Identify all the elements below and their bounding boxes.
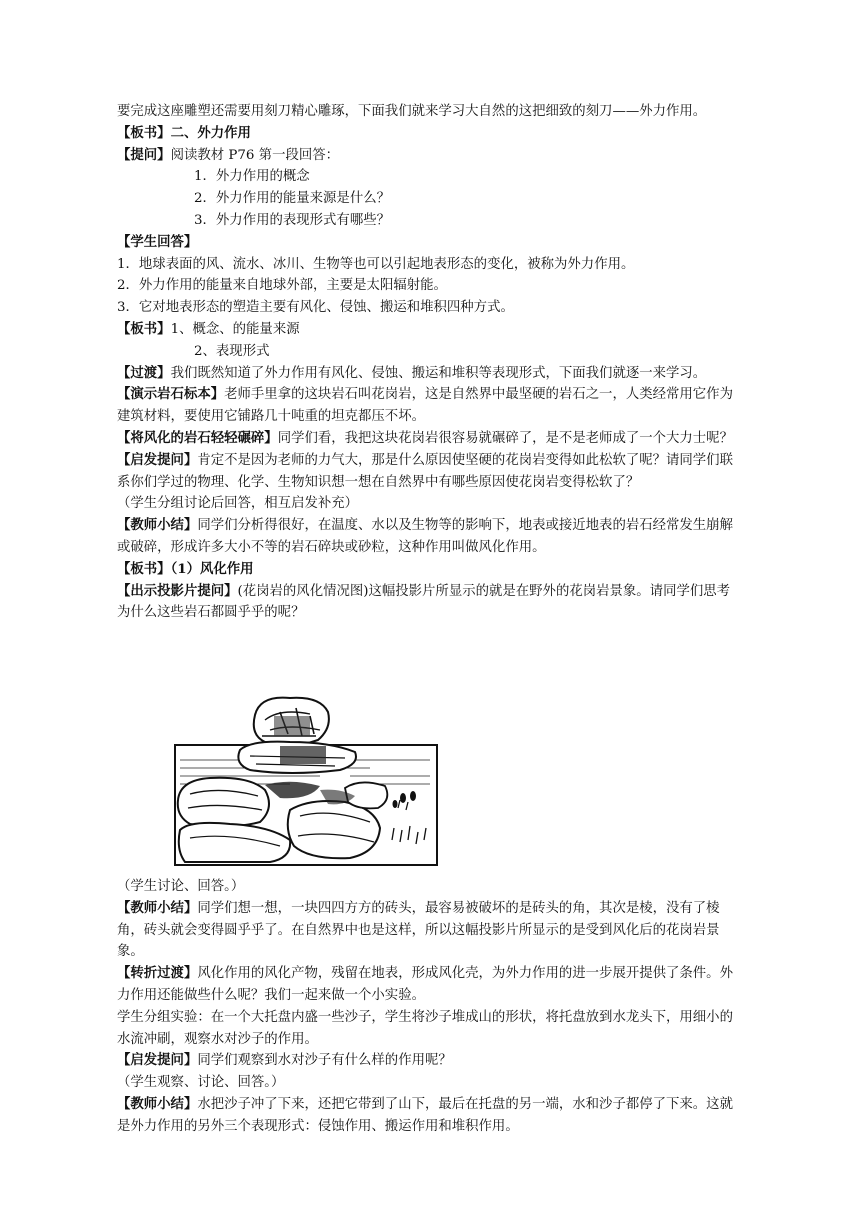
text-section-2 bbox=[117, 876, 743, 1138]
paragraph: （学生分组讨论后回答，相互启发补充） bbox=[117, 496, 359, 512]
paragraph bbox=[117, 559, 743, 581]
text-section-1 bbox=[117, 101, 743, 624]
paragraph: （学生讨论、回答。） bbox=[117, 879, 245, 894]
paragraph: 1．地球表面的风、流水、冰川、生物等也可以引起地表形态的变化，被称为外力作用。 bbox=[117, 256, 635, 272]
section-tag: 【出示投影片提问】 bbox=[117, 582, 238, 599]
paragraph bbox=[117, 581, 743, 625]
section-tag: 【教师小结】 bbox=[117, 517, 198, 534]
paragraph bbox=[117, 963, 743, 1007]
section-tag: 【板书】 bbox=[117, 124, 171, 141]
section-tag: 【提问】 bbox=[117, 146, 171, 163]
list-item: 2、表现形式 bbox=[194, 343, 270, 359]
list-item: 2．外力作用的能量来源是什么？ bbox=[194, 191, 390, 207]
paragraph bbox=[117, 363, 743, 385]
section-tag: 【学生回答】 bbox=[117, 233, 198, 250]
paragraph bbox=[117, 428, 743, 450]
paragraph-text: 肯定不是因为老师的力气大，那是什么原因使坚硬的花岗岩变得如此松软了呢？请同学们联系你们学过的物理、化学、生物知识想一想在自然界中有哪些原因使花岗岩变得松软了？ bbox=[117, 452, 733, 490]
paragraph-text: 老师手里拿的这块岩石叫花岗岩，这是自然界中最坚硬的岩石之一，人类经常用它作为建筑材料，要使用它铺路几十吨重的坦克都压不坏。 bbox=[117, 387, 733, 425]
paragraph bbox=[117, 1050, 743, 1072]
paragraph-text: 水把沙子冲了下来，还把它带到了山下，最后在托盘的另一端，水和沙子都停了下来。这就是外力作用的另外三个表现形式：侵蚀作用、搬运作用和堆积作用。 bbox=[117, 1096, 733, 1134]
section-tag: 【板书】 bbox=[117, 560, 171, 577]
paragraph-text: 同学们想一想，一块四四方方的砖头，最容易被破坏的是砖头的角，其次是棱，没有了棱角，砖头就会变得圆乎乎了。在自然界中也是这样，所以这幅投影片所显示的是受到风化后的花岗岩景象。 bbox=[117, 900, 720, 960]
paragraph: （学生观察、讨论、回答。） bbox=[117, 1075, 285, 1091]
paragraph-text: 同学们观察到水对沙子有什么样的作用呢？ bbox=[197, 1053, 452, 1069]
paragraph: 2．外力作用的能量来自地球外部，主要是太阳辐射能。 bbox=[117, 278, 447, 294]
paragraph bbox=[117, 1094, 743, 1138]
paragraph-text: 我们既然知道了外力作用有风化、侵蚀、搬运和堆积等表现形式，下面我们就逐一来学习。 bbox=[170, 365, 707, 381]
paragraph bbox=[117, 145, 743, 167]
list-item: 3．外力作用的表现形式有哪些？ bbox=[194, 212, 390, 228]
paragraph bbox=[117, 319, 743, 341]
section-tag: 【过渡】 bbox=[117, 364, 171, 381]
paragraph bbox=[117, 515, 743, 559]
section-tag: 【启发提问】 bbox=[117, 1052, 198, 1069]
paragraph bbox=[117, 384, 743, 428]
granite-weathering-figure bbox=[170, 690, 440, 870]
section-tag: 【教师小结】 bbox=[117, 1095, 198, 1112]
paragraph-text: （1）风化作用 bbox=[170, 560, 254, 577]
section-tag: 【转折过渡】 bbox=[117, 965, 198, 982]
paragraph bbox=[117, 898, 743, 963]
paragraph-text: 风化作用的风化产物，残留在地表，形成风化壳，为外力作用的进一步展开提供了条件。外力作用还能做些什么呢？我们一起来做一个小实验。 bbox=[117, 966, 733, 1003]
paragraph-text: (花岗岩的风化情况图)这幅投影片所显示的就是在野外的花岗岩景象。请同学们思考为什么这些岩石都圆乎乎的呢？ bbox=[117, 583, 731, 621]
paragraph-text: 阅读教材 P76 第一段回答： bbox=[170, 147, 340, 163]
paragraph-text: 同学们分析得很好，在温度、水以及生物等的影响下，地表或接近地表的岩石经常发生崩解或破碎，形成许多大小不等的岩石碎块或砂粒，这种作用叫做风化作用。 bbox=[117, 518, 733, 555]
paragraph bbox=[117, 123, 743, 145]
section-tag: 【启发提问】 bbox=[117, 451, 198, 468]
list-item: 1．外力作用的概念 bbox=[194, 169, 310, 185]
paragraph-text: 同学们看，我把这块花岗岩很容易就碾碎了，是不是老师成了一个大力士呢？ bbox=[277, 430, 733, 446]
paragraph bbox=[117, 232, 743, 254]
section-tag: 【演示岩石标本】 bbox=[117, 386, 225, 403]
paragraph-text: 二、外力作用 bbox=[170, 124, 251, 141]
section-tag: 【板书】 bbox=[117, 320, 171, 337]
granite-weathering-icon bbox=[170, 690, 440, 870]
paragraph: 3．它对地表形态的塑造主要有风化、侵蚀、搬运和堆积四种方式。 bbox=[117, 300, 514, 316]
section-tag: 【将风化的岩石轻轻碾碎】 bbox=[117, 429, 278, 446]
paragraph: 要完成这座雕塑还需要用刻刀精心雕琢，下面我们就来学习大自然的这把细致的刻刀——外力作用。 bbox=[117, 104, 707, 119]
paragraph: 学生分组实验：在一个大托盘内盛一些沙子，学生将沙子堆成山的形状，将托盘放到水龙头下，用细小的水流冲刷，观察水对沙子的作用。 bbox=[117, 1009, 733, 1047]
section-tag: 【教师小结】 bbox=[117, 899, 198, 916]
paragraph bbox=[117, 450, 743, 494]
paragraph-text: 1、概念、的能量来源 bbox=[170, 321, 300, 337]
